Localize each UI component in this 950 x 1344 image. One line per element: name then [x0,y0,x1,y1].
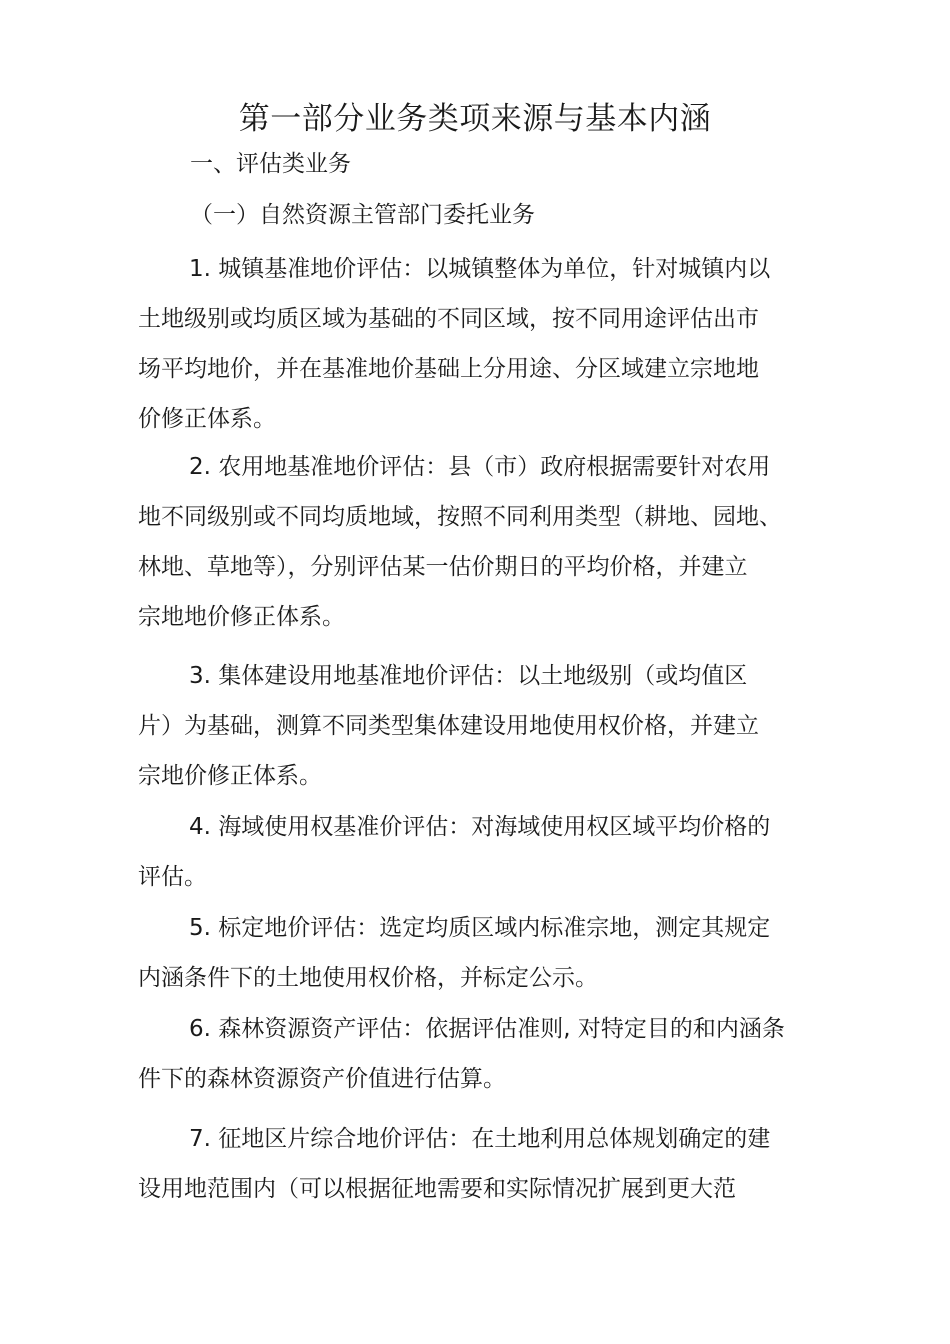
paragraph-item-7 [138,1114,818,1214]
paragraph-line: 2. 农用地基准地价评估：县（市）政府根据需要针对农用 [189,454,771,480]
paragraph-line: 内涵条件下的土地使用权价格，并标定公示。 [138,965,598,991]
paragraph-line: 设用地范围内（可以根据征地需要和实际情况扩展到更大范 [138,1176,736,1202]
paragraph-line: 宗地价修正体系。 [138,763,322,789]
paragraph-line: 1. 城镇基准地价评估：以城镇整体为单位，针对城镇内以 [189,256,771,282]
paragraph-item-3 [138,651,818,801]
paragraph-line: 价修正体系。 [138,406,276,432]
paragraph-line: 7. 征地区片综合地价评估：在土地利用总体规划确定的建 [189,1126,771,1152]
paragraph-line: 地不同级别或不同均质地域，按照不同利用类型（耕地、园地、 [138,504,782,530]
paragraph-line: 4. 海域使用权基准价评估：对海域使用权区域平均价格的 [189,814,771,840]
paragraph-line: 片）为基础，测算不同类型集体建设用地使用权价格，并建立 [138,713,759,739]
paragraph-line: 宗地地价修正体系。 [138,604,345,630]
paragraph-item-2 [138,442,818,642]
paragraph-item-5 [138,903,818,1003]
paragraph-line: 场平均地价，并在基准地价基础上分用途、分区域建立宗地地 [138,356,759,382]
paragraph-line: 土地级别或均质区域为基础的不同区域，按不同用途评估出市 [138,306,759,332]
paragraph-line: 6. 森林资源资产评估：依据评估准则, 对特定目的和内涵条 [189,1016,785,1042]
paragraph-line: 5. 标定地价评估：选定均质区域内标准宗地，测定其规定 [189,915,771,941]
paragraph-item-6 [138,1004,818,1104]
paragraph-item-4 [138,802,818,902]
paragraph-line: 林地、草地等），分别评估某一估价期日的平均价格，并建立 [138,554,748,580]
document-title: 第一部分业务类项来源与基本内涵 [238,101,712,137]
paragraph-line: 评估。 [138,864,207,890]
paragraph-item-1 [138,244,818,444]
section-heading: 一、评估类业务 [190,151,351,177]
subsection-heading: （一）自然资源主管部门委托业务 [190,202,535,228]
paragraph-line: 件下的森林资源资产价值进行估算。 [138,1066,506,1092]
paragraph-line: 3. 集体建设用地基准地价评估：以土地级别（或均值区 [189,663,748,689]
